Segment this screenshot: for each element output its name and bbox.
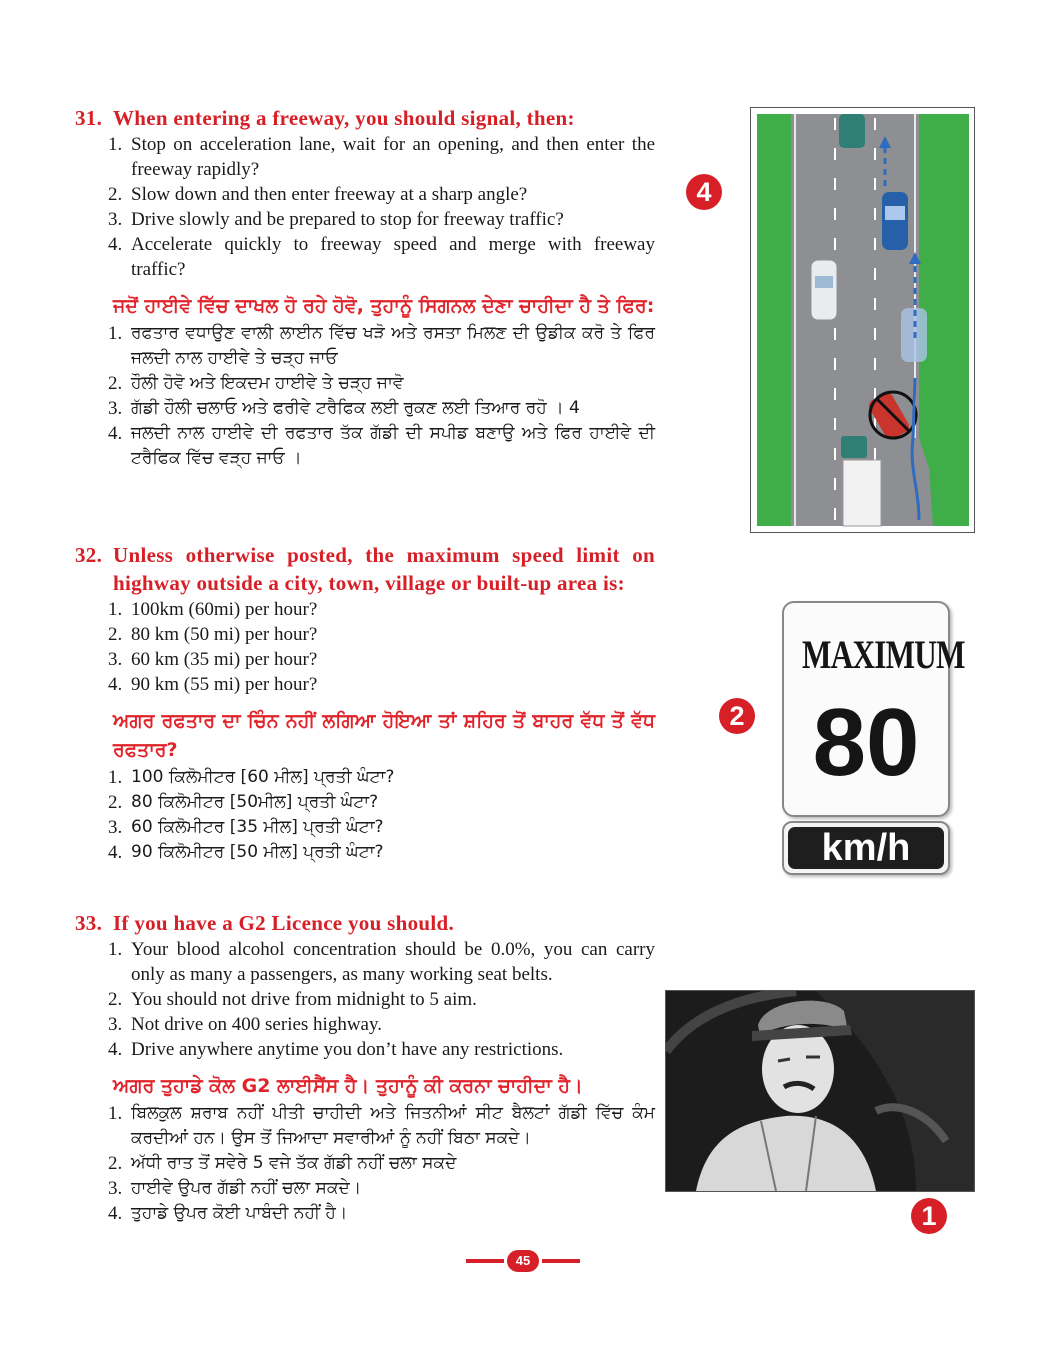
- option-text: Slow down and then enter freeway at a sharp angle?: [131, 184, 528, 205]
- question-33-title: [75, 909, 655, 937]
- option-3: [108, 1012, 655, 1037]
- english-options: [75, 132, 655, 282]
- punjabi-option-3: [108, 396, 655, 421]
- sign-maximum-text: MAXIMUM: [802, 632, 965, 677]
- option-number: 1.: [108, 939, 123, 960]
- option-number: 2.: [108, 1153, 123, 1174]
- option-text: You should not drive from midnight to 5 aim.: [131, 989, 477, 1010]
- question-number: 32.: [75, 543, 103, 567]
- option-1: [108, 597, 655, 622]
- option-number: 4.: [108, 842, 123, 863]
- option-number: 2.: [108, 184, 123, 205]
- punjabi-options: [75, 321, 655, 471]
- option-4: [108, 1037, 655, 1062]
- option-number: 4.: [108, 674, 123, 695]
- option-text: ਬਿਲਕੁਲ ਸ਼ਰਾਬ ਨਹੀਂ ਪੀਤੀ ਚਾਹੀਦੀ ਅਤੇ ਜਿਤਨੀਆਂ ਸੀਟ ਬੈਲਟਾਂ ਗੱਡੀ ਵਿੱਚ ਕੰਮ ਕਰਦੀਆਂ ਹਨ। ਉਸ ਤੋਂ ਜਿਆਦਾ ਸਵਾਰੀਆਂ ਨੂੰ ਨਹੀਂ ਬਿਠਾ ਸਕਦੇ।: [131, 1103, 655, 1148]
- punjabi-option-4: [108, 840, 655, 865]
- sign-unit-text: km/h: [788, 827, 944, 869]
- freeway-merge-illustration: [750, 107, 975, 533]
- option-text: 60 ਕਿਲੋਮੀਟਰ [35 ਮੀਲ] ਪ੍ਰਤੀ ਘੰਟਾ?: [131, 817, 384, 837]
- option-number: 1.: [108, 134, 123, 155]
- question-text: If you have a G2 Licence you should.: [113, 911, 455, 935]
- option-number: 4.: [108, 423, 123, 444]
- option-1: [108, 132, 655, 182]
- question-33: [75, 909, 655, 1226]
- punjabi-option-3: [108, 1176, 655, 1201]
- speed-limit-sign: [782, 601, 965, 817]
- sign-speed-value: 80: [812, 689, 920, 796]
- option-number: 3.: [108, 1014, 123, 1035]
- punjabi-option-2: [108, 790, 655, 815]
- answer-badge-33: 1: [911, 1198, 947, 1234]
- option-number: 2.: [108, 373, 123, 394]
- freeway-merge-diagram: [751, 108, 974, 532]
- option-text: 90 km (55 mi) per hour?: [131, 674, 318, 695]
- question-number: 31.: [75, 106, 103, 130]
- option-text: ਗੱਡੀ ਹੌਲੀ ਚਲਾਓ ਅਤੇ ਫਰੀਵੇ ਟਰੈਫਿਕ ਲਈ ਰੁਕਣ ਲਈ ਤਿਆਰ ਰਹੋ । 4: [131, 398, 580, 418]
- option-text: Drive anywhere anytime you don’t have any restrictions.: [131, 1039, 564, 1060]
- option-text: ਅੱਧੀ ਰਾਤ ਤੋਂ ਸਵੇਰੇ 5 ਵਜੇ ਤੱਕ ਗੱਡੀ ਨਹੀਂ ਚਲਾ ਸਕਦੇ: [131, 1153, 457, 1173]
- option-number: 4.: [108, 234, 123, 255]
- option-number: 3.: [108, 649, 123, 670]
- option-text: Stop on acceleration lane, wait for an opening, and then enter the freeway rapidly?: [131, 134, 655, 180]
- english-options: [75, 597, 655, 697]
- answer-badge-32: 2: [719, 698, 755, 734]
- option-number: 3.: [108, 1178, 123, 1199]
- option-text: ਜਲਦੀ ਨਾਲ ਹਾਈਵੇ ਦੀ ਰਫਤਾਰ ਤੱਕ ਗੱਡੀ ਦੀ ਸਪੀਡ ਬਣਾਉ ਅਤੇ ਫਿਰ ਹਾਈਵੇ ਦੀ ਟਰੈਫਿਕ ਵਿੱਚ ਵੜ੍ਹ ਜਾਓ ।: [131, 423, 655, 468]
- punjabi-question-text: ਅਗਰ ਤੁਹਾਡੇ ਕੋਲ G2 ਲਾਈਸੈਂਸ ਹੈ। ਤੁਹਾਨੂੰ ਕੀ ਕਰਨਾ ਚਾਹੀਦਾ ਹੈ।: [113, 1075, 583, 1097]
- option-2: [108, 987, 655, 1012]
- option-text: ਰਫਤਾਰ ਵਧਾਉਣ ਵਾਲੀ ਲਾਈਨ ਵਿੱਚ ਖੜੋ ਅਤੇ ਰਸਤਾ ਮਿਲਣ ਦੀ ਉਡੀਕ ਕਰੋ ਤੇ ਫਿਰ ਜਲਦੀ ਨਾਲ ਹਾਈਵੇ ਤੇ ਚੜ੍ਹ ਜਾਓ: [131, 323, 655, 368]
- question-31-title: [75, 104, 655, 132]
- option-number: 4.: [108, 1203, 123, 1224]
- option-2: [108, 622, 655, 647]
- option-text: 100 ਕਿਲੋਮੀਟਰ [60 ਮੀਲ] ਪ੍ਰਤੀ ਘੰਟਾ?: [131, 767, 395, 787]
- punjabi-option-4: [108, 421, 655, 471]
- option-text: ਹੌਲੀ ਹੋਵੋ ਅਤੇ ਇਕਦਮ ਹਾਈਵੇ ਤੇ ਚੜ੍ਹ ਜਾਵੋ: [131, 373, 404, 393]
- option-text: Drive slowly and be prepared to stop for freeway traffic?: [131, 209, 564, 230]
- punjabi-option-2: [108, 371, 655, 396]
- option-number: 3.: [108, 817, 123, 838]
- punjabi-option-1: [108, 1101, 655, 1151]
- option-number: 3.: [108, 209, 123, 230]
- option-number: 1.: [108, 767, 123, 788]
- option-1: [108, 937, 655, 987]
- punjabi-option-1: [108, 321, 655, 371]
- option-number: 3.: [108, 398, 123, 419]
- question-text: Unless otherwise posted, the maximum speed limit on highway outside a city, town, village or built-up area is:: [113, 543, 655, 595]
- option-text: 100km (60mi) per hour?: [131, 599, 318, 620]
- option-2: [108, 182, 655, 207]
- option-number: 1.: [108, 323, 123, 344]
- option-text: Accelerate quickly to freeway speed and merge with freeway traffic?: [131, 234, 655, 280]
- option-text: 80 km (50 mi) per hour?: [131, 624, 318, 645]
- option-text: ਤੁਹਾਡੇ ਉਪਰ ਕੋਈ ਪਾਬੰਦੀ ਨਹੀਂ ਹੈ।: [131, 1203, 348, 1223]
- option-text: 90 ਕਿਲੋਮੀਟਰ [50 ਮੀਲ] ਪ੍ਰਤੀ ਘੰਟਾ?: [131, 842, 384, 862]
- footer-bar-left: [466, 1259, 504, 1263]
- punjabi-option-4: [108, 1201, 655, 1226]
- police-officer-illustration: [665, 990, 975, 1192]
- footer-bar-right: [542, 1259, 580, 1263]
- option-number: 1.: [108, 1103, 123, 1124]
- option-text: Your blood alcohol concentration should be 0.0%, you can carry only as many a passengers, as many working seat belts.: [131, 939, 655, 985]
- punjabi-question-text: ਅਗਰ ਰਫਤਾਰ ਦਾ ਚਿੰਨ ਨਹੀਂ ਲਗਿਆ ਹੋਇਆ ਤਾਂ ਸ਼ਹਿਰ ਤੋਂ ਬਾਹਰ ਵੱਧ ਤੋਂ ਵੱਧ ਰਫਤਾਰ?: [113, 710, 655, 761]
- option-number: 2.: [108, 989, 123, 1010]
- sign-unit-plate: [782, 821, 950, 875]
- option-4: [108, 672, 655, 697]
- option-number: 2.: [108, 792, 123, 813]
- option-text: ਹਾਈਵੇ ਉਪਰ ਗੱਡੀ ਨਹੀਂ ਚਲਾ ਸਕਦੇ।: [131, 1178, 362, 1198]
- punjabi-option-3: [108, 815, 655, 840]
- option-number: 4.: [108, 1039, 123, 1060]
- punjabi-option-2: [108, 1151, 655, 1176]
- option-text: Not drive on 400 series highway.: [131, 1014, 382, 1035]
- punjabi-option-1: [108, 765, 655, 790]
- page-number: 45: [507, 1250, 539, 1272]
- option-text: 60 km (35 mi) per hour?: [131, 649, 318, 670]
- option-number: 2.: [108, 624, 123, 645]
- question-text: When entering a freeway, you should signal, then:: [113, 106, 575, 130]
- punjabi-options: [75, 765, 655, 865]
- question-32: [75, 541, 655, 865]
- option-number: 1.: [108, 599, 123, 620]
- punjabi-question-text: ਜਦੋਂ ਹਾਈਵੇ ਵਿੱਚ ਦਾਖਲ ਹੋ ਰਹੇ ਹੋਵੋ, ਤੁਹਾਨੂੰ ਸਿਗਨਲ ਦੇਣਾ ਚਾਹੀਦਾ ਹੈ ਤੇ ਫਿਰ:: [113, 295, 655, 317]
- question-number: 33.: [75, 911, 103, 935]
- option-3: [108, 647, 655, 672]
- option-4: [108, 232, 655, 282]
- question-32-title: [75, 541, 655, 597]
- punjabi-options: [75, 1101, 655, 1226]
- police-officer-drawing: [666, 991, 974, 1191]
- option-3: [108, 207, 655, 232]
- answer-badge-31: 4: [686, 174, 722, 210]
- english-options: [75, 937, 655, 1062]
- option-text: 80 ਕਿਲੋਮੀਟਰ [50ਮੀਲ] ਪ੍ਰਤੀ ਘੰਟਾ?: [131, 792, 379, 812]
- question-31: [75, 104, 655, 471]
